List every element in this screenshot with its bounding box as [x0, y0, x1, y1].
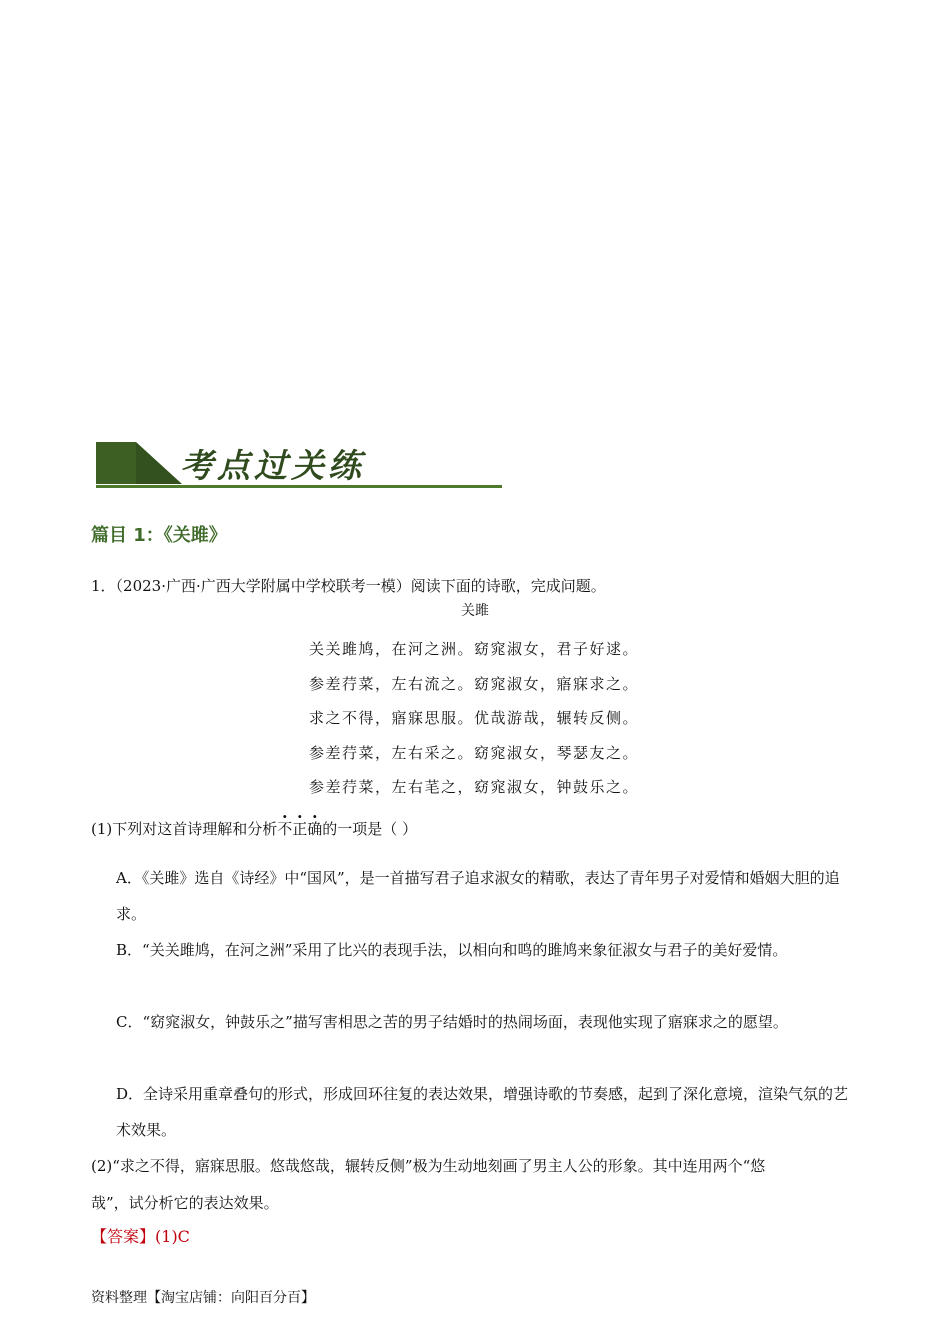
emphasis-char: 不 [277, 820, 293, 838]
emphasis-char: 确 [307, 820, 323, 838]
section-banner [96, 438, 504, 492]
answer-label: 【答案】 [91, 1227, 156, 1246]
answer [91, 1224, 190, 1247]
sub-question-1 [91, 818, 417, 839]
sub-question-2-line2: 哉”，试分析它的表达效果。 [91, 1194, 279, 1212]
question-number: 1． [91, 577, 116, 595]
option-d: D．全诗采用重章叠句的形式，形成回环往复的表达效果，增强诗歌的节奏感，起到了深化意境，渲染气氛的艺术效果。 [116, 1085, 849, 1139]
emphasis-char: 正 [292, 820, 308, 838]
poem-line: 参差荇菜，左右采之。窈窕淑女，琴瑟友之。 [309, 743, 640, 762]
banner-title: 考点过关练 [180, 446, 365, 485]
option-b: B．“关关雎鸠，在河之洲”采用了比兴的表现手法，以相向和鸣的雎鸠来象征淑女与君子的美好爱情。 [116, 941, 788, 959]
sub-question-1-prefix: (1)下列对这首诗理解和分析 [91, 820, 278, 838]
option-c: C．“窈窕淑女，钟鼓乐之”描写害相思之苦的男子结婚时的热闹场面，表现他实现了寤寐求之的愿望。 [116, 1013, 788, 1031]
poem-body [309, 632, 639, 805]
poem-title: 关雎 [461, 603, 489, 619]
section-title: 篇目 1：《关雎》 [91, 525, 227, 546]
sub-question-2-line1: (2)“求之不得，寤寐思服。悠哉悠哉，辗转反侧”极为生动地刻画了男主人公的形象。其中连用两个“悠 [91, 1157, 766, 1175]
poem-line: 关关雎鸠，在河之洲。窈窕淑女，君子好逑。 [309, 640, 640, 658]
banner-slant [136, 442, 182, 484]
poem-line: 参差荇菜，左右芼之，窈窕淑女，钟鼓乐之。 [309, 778, 640, 796]
sub-question-1-suffix: 的一项是（ ） [322, 820, 418, 838]
banner-block [96, 442, 136, 484]
question-intro [91, 575, 606, 596]
poem-line: 参差荇菜，左右流之。窈窕淑女，寤寐求之。 [309, 674, 640, 693]
option-a: A．《关雎》选自《诗经》中“国风”，是一首描写君子追求淑女的精歌，表达了青年男子对爱情和婚姻大胆的追求。 [116, 869, 840, 923]
footer-note: 资料整理【淘宝店铺：向阳百分百】 [91, 1290, 315, 1306]
question-intro-text: （2023·广西·广西大学附属中学校联考一模）阅读下面的诗歌，完成问题。 [115, 577, 606, 595]
answer-value: (1)C [155, 1227, 190, 1246]
poem-line: 求之不得，寤寐思服。优哉游哉，辗转反侧。 [309, 709, 640, 727]
